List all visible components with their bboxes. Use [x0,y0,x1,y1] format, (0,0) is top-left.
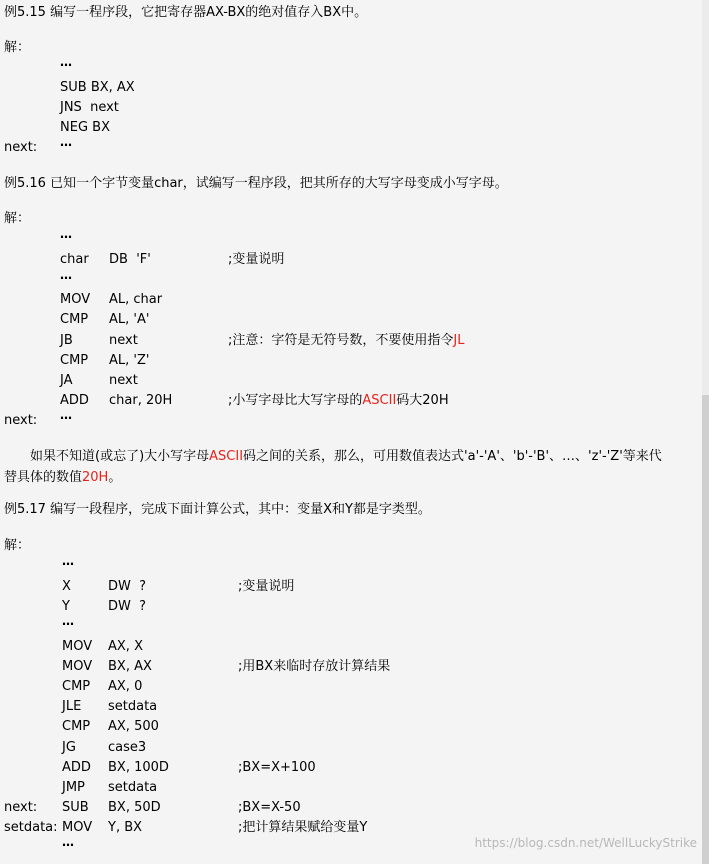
code-operand: DW ? [108,599,147,614]
code-operand: AL, 'Z' [109,353,150,368]
code-operand: AL, char [109,292,163,307]
code-operand: AX, 0 [108,679,143,694]
code-operand: BX, 100D [108,760,169,775]
code-mnemonic: MOV [62,639,93,654]
ellipsis: … [60,227,71,241]
ellipsis: … [60,408,71,422]
solution-label: 解： [4,211,31,226]
example-5-16-title: 例5.16 已知一个字节变量char，试编写一程序段，把其所存的大写字母变成小写字母。 [4,176,508,191]
code-operand: BX, AX [108,659,152,674]
code-operand: setdata [108,699,158,714]
ellipsis: … [62,835,73,849]
solution-label: 解： [4,538,31,553]
code-comment: ;变量说明 [228,252,285,267]
code-operand: DW ? [108,579,147,594]
scrollbar-thumb[interactable] [702,395,709,864]
ellipsis: … [62,554,73,568]
highlight-text: JL [453,333,465,348]
code-mnemonic: JLE [62,699,82,714]
code-label: next: [4,800,38,815]
code-mnemonic: JA [60,373,73,388]
code-line: SUB BX, AX [60,80,135,95]
code-comment: ;变量说明 [238,579,295,594]
code-mnemonic: SUB [62,800,89,815]
code-mnemonic: CMP [60,312,89,327]
solution-label: 解： [4,40,31,55]
code-operand: Y, BX [108,820,143,835]
code-operand: AL, 'A' [109,312,150,327]
code-mnemonic: X [62,579,71,594]
code-operand: next [109,333,138,348]
code-label-next: next: [4,140,38,155]
code-operand: next [109,373,138,388]
code-label-next: next: [4,413,38,428]
vertical-scrollbar[interactable] [702,0,709,864]
code-operand: AX, X [108,639,143,654]
code-operand: case3 [108,740,147,755]
code-operand: DB 'F' [109,252,151,267]
code-mnemonic: MOV [60,292,91,307]
code-mnemonic: JG [62,740,76,755]
code-mnemonic: ADD [62,760,91,775]
code-label: setdata: [4,820,58,835]
code-mnemonic: Y [62,599,70,614]
code-mnemonic: JB [60,333,73,348]
code-comment: ;BX=X+100 [238,760,316,775]
code-comment: ;把计算结果赋给变量Y [238,820,368,835]
code-operand: AX, 500 [108,719,159,734]
highlight-text: ASCII [362,393,397,408]
code-mnemonic: char [60,252,89,267]
code-comment: ;小写字母比大写字母的ASCII码大20H [228,393,449,408]
ellipsis: … [60,268,71,282]
code-line: NEG BX [60,120,110,135]
highlight-text: 20H [82,470,109,485]
ellipsis: … [62,614,73,628]
code-mnemonic: ADD [60,393,89,408]
ellipsis: … [60,55,71,69]
code-mnemonic: CMP [62,719,91,734]
ellipsis: … [60,135,71,149]
code-mnemonic: MOV [62,820,93,835]
code-mnemonic: JMP [62,780,85,795]
explanation-paragraph: 如果不知道(或忘了)大小写字母ASCII码之间的关系，那么，可用数值表达式'a'-'A'、'b'-'B'、…、'z'-'Z'等来代 替具体的数值20H。 [4,449,662,485]
code-mnemonic: CMP [60,353,89,368]
example-5-15-title: 例5.15 编写一程序段，它把寄存器AX-BX的绝对值存入BX中。 [4,5,368,20]
code-comment: ;用BX来临时存放计算结果 [238,659,391,674]
example-5-17-title: 例5.17 编写一段程序，完成下面计算公式，其中：变量X和Y都是字类型。 [4,502,431,517]
code-line: JNS next [60,100,119,115]
code-comment: ;BX=X-50 [238,800,301,815]
highlight-text: ASCII [209,449,244,464]
code-operand: setdata [108,780,158,795]
watermark-text: https://blog.csdn.net/WellLuckyStrike [474,836,697,850]
code-comment: ;注意：字符是无符号数，不要使用指令JL [228,333,465,348]
code-operand: char, 20H [109,393,173,408]
code-mnemonic: CMP [62,679,91,694]
code-operand: BX, 50D [108,800,161,815]
code-mnemonic: MOV [62,659,93,674]
